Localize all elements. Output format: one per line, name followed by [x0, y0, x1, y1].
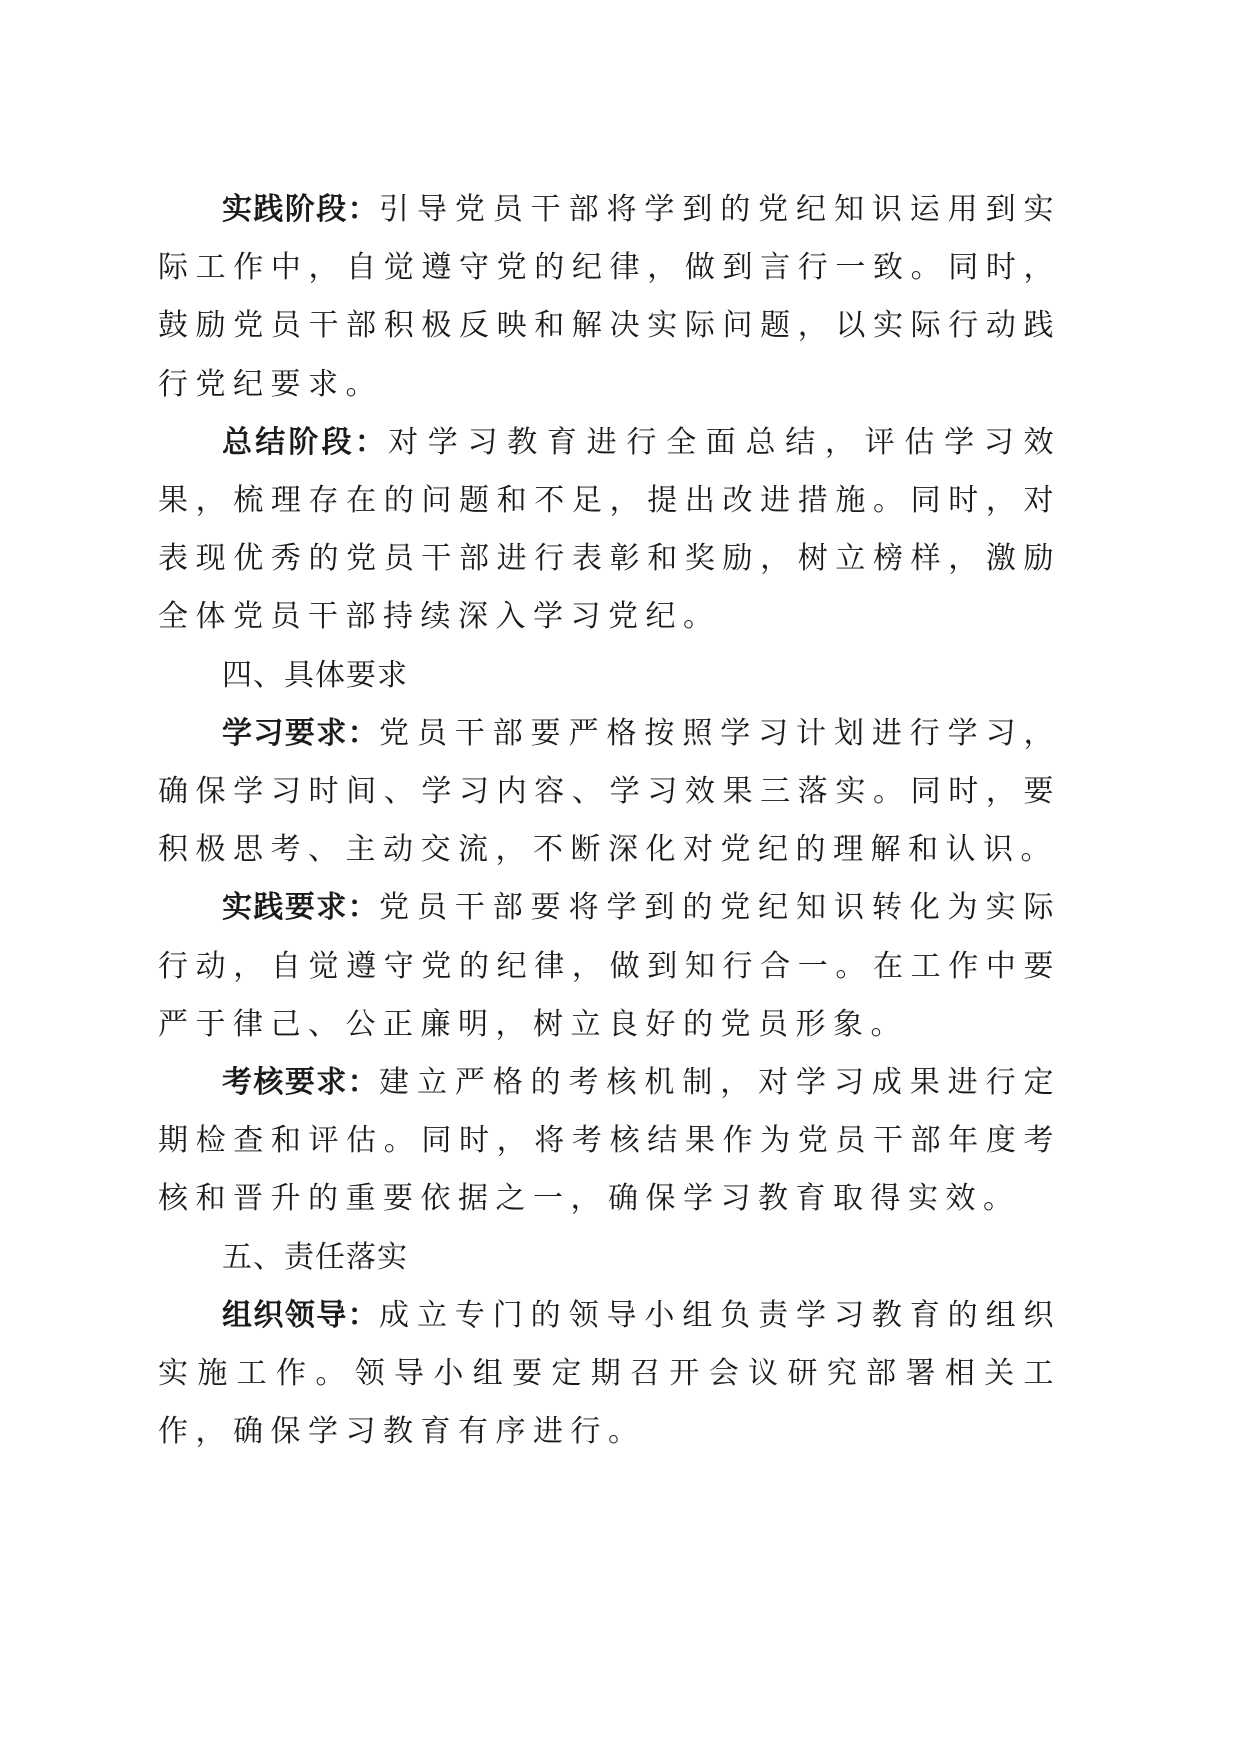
- paragraph-lead: 学习要求：: [222, 715, 380, 751]
- paragraph-assessment-requirement: [158, 1054, 1061, 1229]
- paragraph-practice-requirement: [158, 879, 1061, 1054]
- paragraph-practice-stage: [158, 181, 1061, 414]
- paragraph-lead: 考核要求：: [222, 1065, 380, 1101]
- paragraph-text: 党员干部要严格按照学习计划进行学习，确保学习时间、学习内容、学习效果三落实。同时，要积极思考、主动交流，不断深化对党纪的理解和认识。: [158, 715, 1062, 868]
- paragraph-text: 成立专门的领导小组负责学习教育的组织实施工作。领导小组要定期召开会议研究部署相关工作，确保学习教育有序进行。: [158, 1297, 1062, 1450]
- document-page: [158, 181, 1061, 1461]
- section-heading-responsibility: 五、责任落实: [222, 1239, 408, 1275]
- paragraph-text: 党员干部要将学到的党纪知识转化为实际行动，自觉遵守党的纪律，做到知行合一。在工作中要严于律己、公正廉明，树立良好的党员形象。: [158, 890, 1062, 1042]
- section-heading-requirements: 四、具体要求: [222, 657, 408, 693]
- paragraph-lead: 实践要求：: [222, 890, 380, 926]
- paragraph-organization-leadership: [158, 1287, 1061, 1462]
- paragraph-lead: 组织领导：: [222, 1297, 380, 1333]
- paragraph-study-requirement: [158, 705, 1061, 880]
- paragraph-text: 建立严格的考核机制，对学习成果进行定期检查和评估。同时，将考核结果作为党员干部年度考核和晋升的重要依据之一，确保学习教育取得实效。: [158, 1065, 1062, 1217]
- paragraph-lead: 实践阶段：: [222, 192, 380, 227]
- paragraph-summary-stage: [158, 414, 1061, 647]
- paragraph-lead: 总结阶段：: [222, 424, 389, 460]
- paragraph-text: 引导党员干部将学到的党纪知识运用到实际工作中，自觉遵守党的纪律，做到言行一致。同时，鼓励党员干部积极反映和解决实际问题，以实际行动践行党纪要求。: [158, 192, 1062, 402]
- paragraph-text: 对学习教育进行全面总结，评估学习效果，梳理存在的问题和不足，提出改进措施。同时，对表现优秀的党员干部进行表彰和奖励，树立榜样，激励全体党员干部持续深入学习党纪。: [158, 424, 1062, 635]
